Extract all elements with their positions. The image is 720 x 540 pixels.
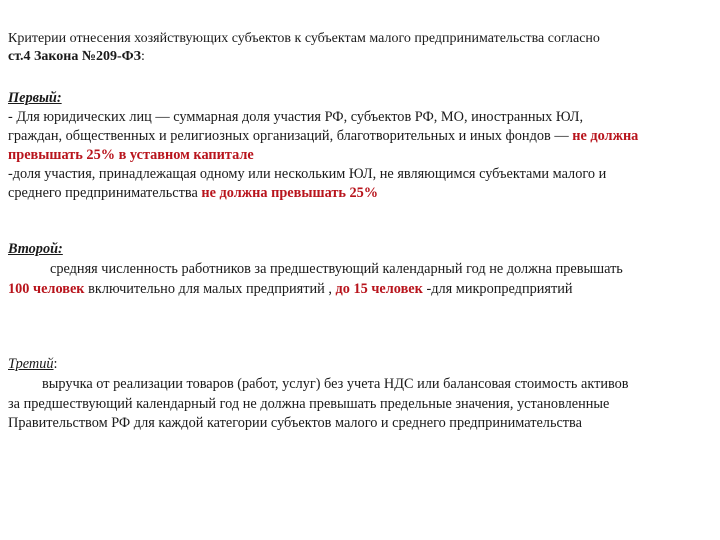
first-text-2: граждан, общественных и религиозных организаций, благотворительных и иных фондов — (8, 128, 573, 144)
second-line-1 (50, 260, 623, 278)
second-text-1: средняя численность работников за предшествующий календарный год не должна превышать (50, 261, 623, 277)
second-line-2 (8, 280, 573, 298)
third-line-3 (8, 414, 582, 432)
second-text-2: включительно для малых предприятий , (84, 281, 336, 297)
second-text-3: -для микропредприятий (422, 281, 573, 297)
second-highlight-2: до 15 человек (335, 281, 423, 297)
heading-colon: : (141, 49, 145, 64)
first-line-4 (8, 165, 606, 183)
first-highlight-3: не должна превышать 25% (201, 185, 379, 201)
second-label-line (8, 240, 63, 258)
first-text-4: -доля участия, принадлежащая одному или нескольким ЮЛ, не являющимся субъектами малого и (8, 166, 607, 182)
first-text-1: - Для юридических лиц — суммарная доля участия РФ, субъектов РФ, МО, иностранных ЮЛ, (8, 109, 584, 125)
first-line-1 (8, 108, 583, 126)
third-text-1: выручка от реализации товаров (работ, услуг) без учета НДС или балансовая стоимость активов (42, 376, 629, 392)
first-text-5: среднего предпринимательства (8, 185, 202, 201)
third-line-2 (8, 395, 609, 413)
first-highlight-1: не должна (572, 128, 639, 144)
first-line-2 (8, 127, 638, 145)
second-label: Второй: (8, 241, 63, 257)
third-text-2: за предшествующий календарный год не должна превышать предельные значения, установленные (8, 396, 610, 412)
third-text-3: Правительством РФ для каждой категории субъектов малого и среднего предпринимательства (8, 415, 582, 431)
third-colon: : (53, 356, 58, 372)
third-label-line (8, 355, 58, 373)
heading-line-1 (8, 30, 600, 48)
second-highlight-1: 100 человек (8, 281, 85, 297)
law-reference: ст.4 Закона №209-ФЗ (8, 49, 142, 64)
first-label-line (8, 89, 62, 107)
first-line-3 (8, 146, 254, 164)
first-label: Первый: (8, 90, 62, 106)
third-label: Третий (8, 356, 54, 372)
first-highlight-2: превышать 25% в уставном капитале (8, 147, 254, 163)
heading-line-2 (8, 48, 145, 66)
third-line-1 (42, 375, 629, 393)
first-line-5 (8, 184, 378, 202)
heading-text: Критерии отнесения хозяйствующих субъектов к субъектам малого предпринимательства согласно (8, 31, 600, 46)
